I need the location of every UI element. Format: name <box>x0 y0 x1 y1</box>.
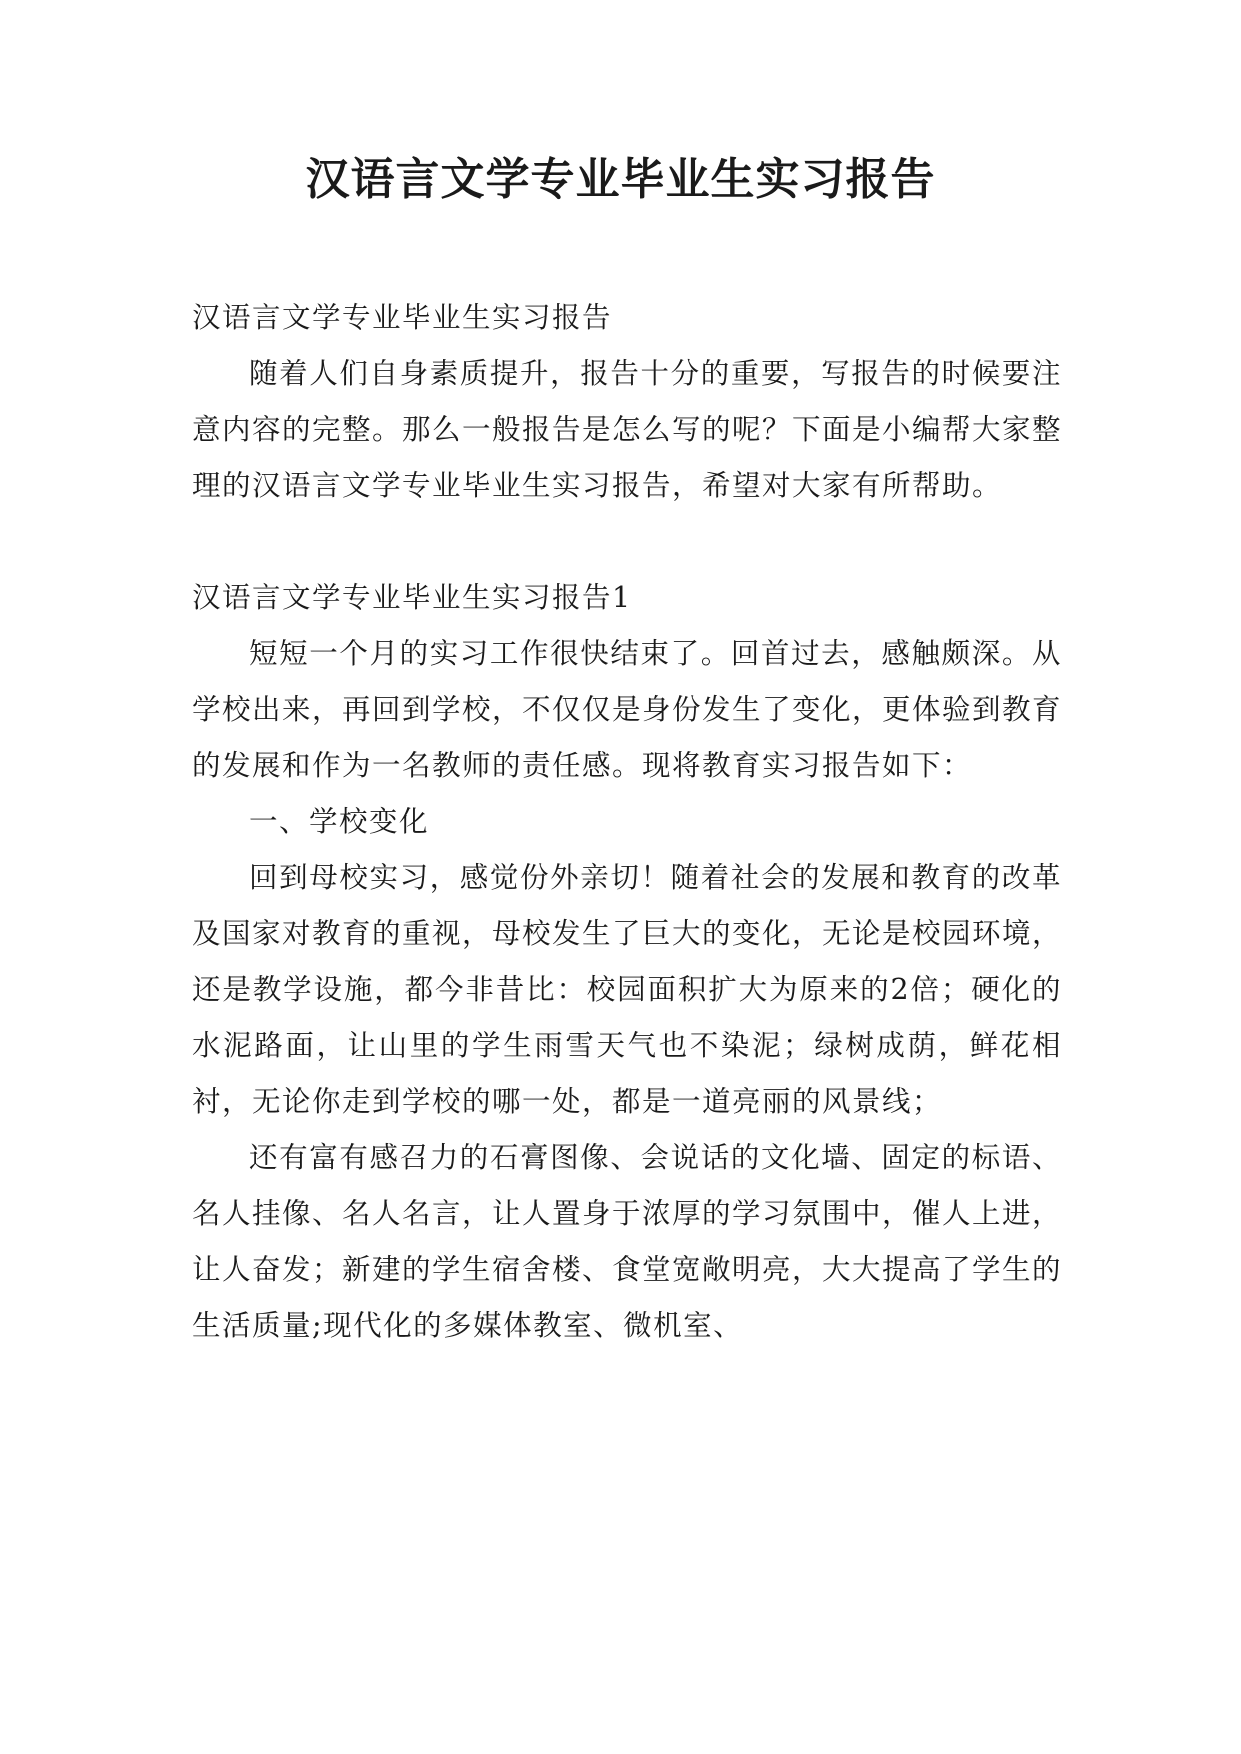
document-body <box>192 290 1062 1354</box>
subtitle: 汉语言文学专业毕业生实习报告 <box>192 301 613 334</box>
paragraph-3: 还有富有感召力的石膏图像、会说话的文化墙、固定的标语、名人挂像、名人名言，让人置身于浓厚的学习氛围中，催人上进，让人奋发；新建的学生宿舍楼、食堂宽敞明亮，大大提高了学生的生活质量;现代化的多媒体教室、微机室、 <box>192 1141 1063 1342</box>
paragraph-2: 回到母校实习，感觉份外亲切！随着社会的发展和教育的改革及国家对教育的重视，母校发生了巨大的变化，无论是校园环境，还是教学设施，都今非昔比：校园面积扩大为原来的2倍；硬化的水泥路面，让山里的学生雨雪天气也不染泥；绿树成荫，鲜花相衬，无论你走到学校的哪一处，都是一道亮丽的风景线； <box>192 861 1063 1118</box>
paragraph-spacer <box>192 514 1062 570</box>
paragraph-1: 短短一个月的实习工作很快结束了。回首过去，感触颇深。从学校出来，再回到学校，不仅仅是身份发生了变化，更体验到教育的发展和作为一名教师的责任感。现将教育实习报告如下： <box>192 637 1063 782</box>
document-title: 汉语言文学专业毕业生实习报告 <box>305 154 936 205</box>
intro-paragraph: 随着人们自身素质提升，报告十分的重要，写报告的时候要注意内容的完整。那么一般报告是怎么写的呢？下面是小编帮大家整理的汉语言文学专业毕业生实习报告，希望对大家有所帮助。 <box>192 357 1063 502</box>
heading-school-changes: 一、学校变化 <box>249 805 430 838</box>
section-title: 汉语言文学专业毕业生实习报告1 <box>192 581 632 614</box>
